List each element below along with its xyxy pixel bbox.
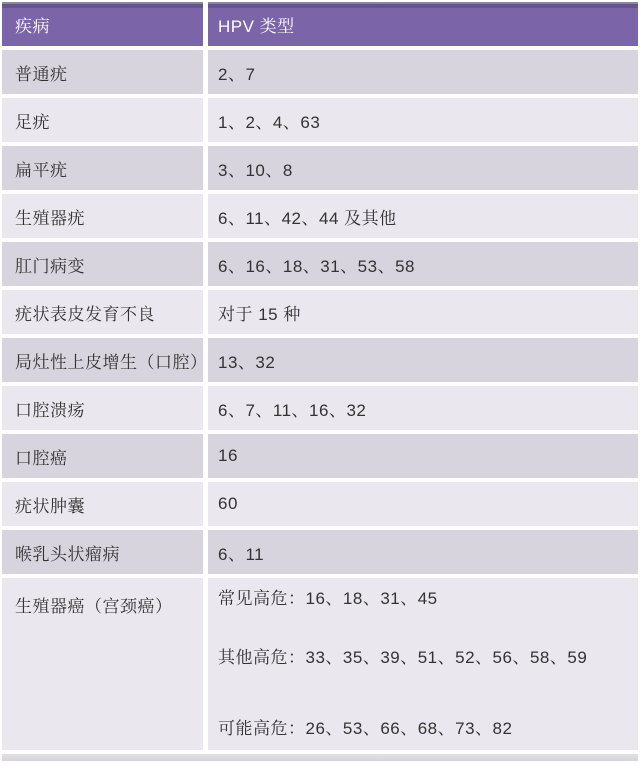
table-row xyxy=(2,194,638,238)
table-row xyxy=(2,386,638,430)
disease-cell: 口腔癌 xyxy=(2,434,203,478)
table-row xyxy=(2,338,638,382)
disease-cell: 局灶性上皮增生（口腔） xyxy=(2,338,203,382)
hpv-line-common-high-risk: 常见高危：16、18、31、45 xyxy=(218,589,438,608)
hpv-line-other-high-risk: 其他高危：33、35、39、51、52、56、58、59 xyxy=(218,648,588,667)
disease-cell: 口腔溃疡 xyxy=(2,386,203,430)
hpv-types-cell: 3、10、8 xyxy=(208,146,638,190)
hpv-types-cell xyxy=(208,578,638,750)
disease-cell: 喉乳头状瘤病 xyxy=(2,530,203,574)
table-row xyxy=(2,98,638,142)
header-cell-disease: 疾病 xyxy=(2,2,203,46)
table-row xyxy=(2,578,638,750)
disease-cell: 扁平疣 xyxy=(2,146,203,190)
table-row xyxy=(2,530,638,574)
table-row xyxy=(2,146,638,190)
disease-cell: 生殖器癌（宫颈癌） xyxy=(2,578,203,750)
disease-cell: 疣状肿囊 xyxy=(2,482,203,526)
hpv-types-cell: 6、7、11、16、32 xyxy=(208,386,638,430)
table-row xyxy=(2,290,638,334)
disease-cell: 疣状表皮发育不良 xyxy=(2,290,203,334)
hpv-types-cell: 6、11 xyxy=(208,530,638,574)
disease-cell: 普通疣 xyxy=(2,50,203,94)
disease-cell: 生殖器疣 xyxy=(2,194,203,238)
hpv-types-cell: 16 xyxy=(208,434,638,478)
table-bottom-shadow xyxy=(2,754,638,761)
table-header-row xyxy=(2,2,638,46)
hpv-types-cell: 1、2、4、63 xyxy=(208,98,638,142)
table-row xyxy=(2,434,638,478)
hpv-types-cell: 60 xyxy=(208,482,638,526)
table-row xyxy=(2,50,638,94)
table-row xyxy=(2,482,638,526)
hpv-types-cell: 对于 15 种 xyxy=(208,290,638,334)
disease-cell: 足疣 xyxy=(2,98,203,142)
hpv-types-cell: 6、16、18、31、53、58 xyxy=(208,242,638,286)
header-cell-hpv-type: HPV 类型 xyxy=(208,2,638,46)
hpv-types-cell: 13、32 xyxy=(208,338,638,382)
hpv-line-possible-high-risk: 可能高危：26、53、66、68、73、82 xyxy=(218,719,513,738)
hpv-types-cell: 2、7 xyxy=(208,50,638,94)
hpv-types-cell: 6、11、42、44 及其他 xyxy=(208,194,638,238)
table-row xyxy=(2,242,638,286)
disease-cell: 肛门病变 xyxy=(2,242,203,286)
